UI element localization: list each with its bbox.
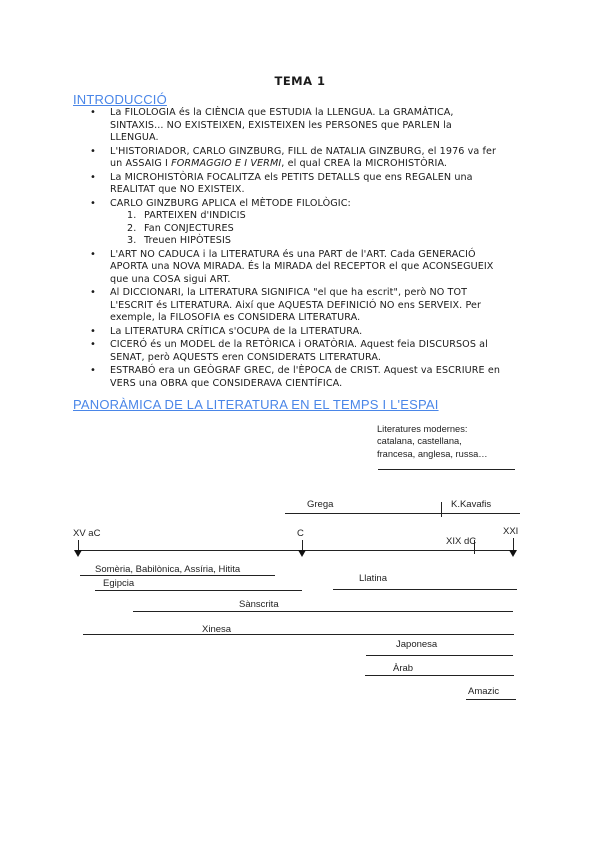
label-llatina: Llatina bbox=[359, 573, 387, 584]
bullet-estrabo: • ESTRABÓ era un GEÒGRAF GREC, de l'ÈPOCA de CRIST. Aquest va ESCRIURE en VERS una OBRA que CONSIDERAVA CIENTÍFICA. bbox=[73, 365, 533, 390]
line-arab bbox=[365, 675, 514, 676]
method-steps bbox=[110, 210, 533, 248]
bullet-diccionari: • Al DICCIONARI, la LITERATURA SIGNIFICA "el que ha escrit", però NO TOT L'ESCRIT és LITERATURA. Així que AQUESTA DEFINICIÓ NO ens SERVEIX. Per exemple, la FILOSOFIA es CONSIDERA LITERATURA. bbox=[73, 287, 533, 325]
label-japonesa: Japonesa bbox=[396, 639, 438, 650]
label-xinesa: Xinesa bbox=[202, 624, 232, 635]
line-grega bbox=[285, 513, 520, 514]
page-title: TEMA 1 bbox=[274, 74, 326, 88]
line-sumeria bbox=[80, 575, 275, 576]
axis-label-end: XXI bbox=[503, 526, 519, 537]
modern-literatures-note: Literatures modernes: catalana, castellana, francesa, anglesa, russa… bbox=[377, 424, 488, 459]
intro-bullet-list bbox=[73, 107, 533, 391]
line-egipcia bbox=[95, 590, 302, 591]
method-step: 3. Treuen HIPÒTESIS bbox=[127, 235, 232, 247]
tick-kavafis bbox=[441, 502, 442, 517]
line-sanscrita bbox=[133, 611, 513, 612]
arrow-down-icon bbox=[509, 550, 517, 557]
label-amazic: Amazic bbox=[468, 686, 500, 697]
method-step: 1. PARTEIXEN d'INDICIS bbox=[127, 210, 246, 222]
section-heading-panoramica: PANORÀMICA DE LA LITERATURA EN EL TEMPS I L'ESPAI bbox=[73, 397, 439, 412]
line-amazic bbox=[466, 699, 516, 700]
timeline-axis bbox=[78, 550, 514, 551]
label-arab: Àrab bbox=[393, 663, 414, 674]
axis-label-christ: C bbox=[297, 528, 304, 539]
line-llatina bbox=[333, 589, 517, 590]
line-xinesa bbox=[83, 634, 514, 635]
bullet-filologia: • La FILOLOGIA és la CIÈNCIA que ESTUDIA la LLENGUA. La GRAMÀTICA, SINTAXIS... NO EXISTEIXEN, EXISTEIXEN les PERSONES que PARLEN la LLENGUA. bbox=[73, 107, 533, 145]
bullet-ginzburg: • L'HISTORIADOR, CARLO GINZBURG, FILL de NATALIA GINZBURG, el 1976 va fer un ASSAIG I FORMAGGIO E I VERMI, el qual CREA la MICROHISTÒRIA. bbox=[73, 146, 533, 171]
book-title: FORMAGGIO E I VERMI bbox=[171, 158, 282, 170]
section-heading-introduccio: INTRODUCCIÓ bbox=[73, 92, 167, 107]
modern-literatures-line bbox=[378, 469, 515, 470]
bullet-critica: • La LITERATURA CRÍTICA s'OCUPA de la LITERATURA. bbox=[73, 326, 533, 339]
label-grega: Grega bbox=[307, 499, 334, 510]
arrow-down-icon bbox=[298, 550, 306, 557]
bullet-metode: • CARLO GINZBURG APLICA el MÈTODE FILOLÒGIC: 1. PARTEIXEN d'INDICIS 2. Fan CONJECTURES 3. Treuen HIPÒTESIS bbox=[73, 198, 533, 248]
label-egipcia: Egipcia bbox=[103, 578, 135, 589]
label-sanscrita: Sànscrita bbox=[239, 599, 279, 610]
method-step: 2. Fan CONJECTURES bbox=[127, 222, 234, 234]
bullet-microhistoria: • La MICROHISTÒRIA FOCALITZA els PETITS DETALLS que ens REGALEN una REALITAT que NO EXISTEIX. bbox=[73, 172, 533, 197]
label-sumeria: Somèria, Babilònica, Assíria, Hitita bbox=[95, 564, 241, 575]
line-japonesa bbox=[366, 655, 513, 656]
axis-tick-xix bbox=[474, 540, 475, 554]
label-kavafis: K.Kavafis bbox=[451, 499, 492, 510]
bullet-art: • L'ART NO CADUCA i la LITERATURA és una PART de l'ART. Cada GENERACIÓ APORTA una NOVA MIRADA. És la MIRADA del RECEPTOR el que ACONSEGUEIX que una COSA sigui ART. bbox=[73, 249, 533, 287]
bullet-cicero: • CICERÓ és un MODEL de la RETÒRICA i ORATÒRIA. Aquest feia DISCURSOS al SENAT, però AQUESTS eren CONSIDERATS LITERATURA. bbox=[73, 339, 533, 364]
arrow-down-icon bbox=[74, 550, 82, 557]
axis-label-xix: XIX dC bbox=[446, 536, 477, 547]
axis-label-start: XV aC bbox=[73, 528, 101, 539]
